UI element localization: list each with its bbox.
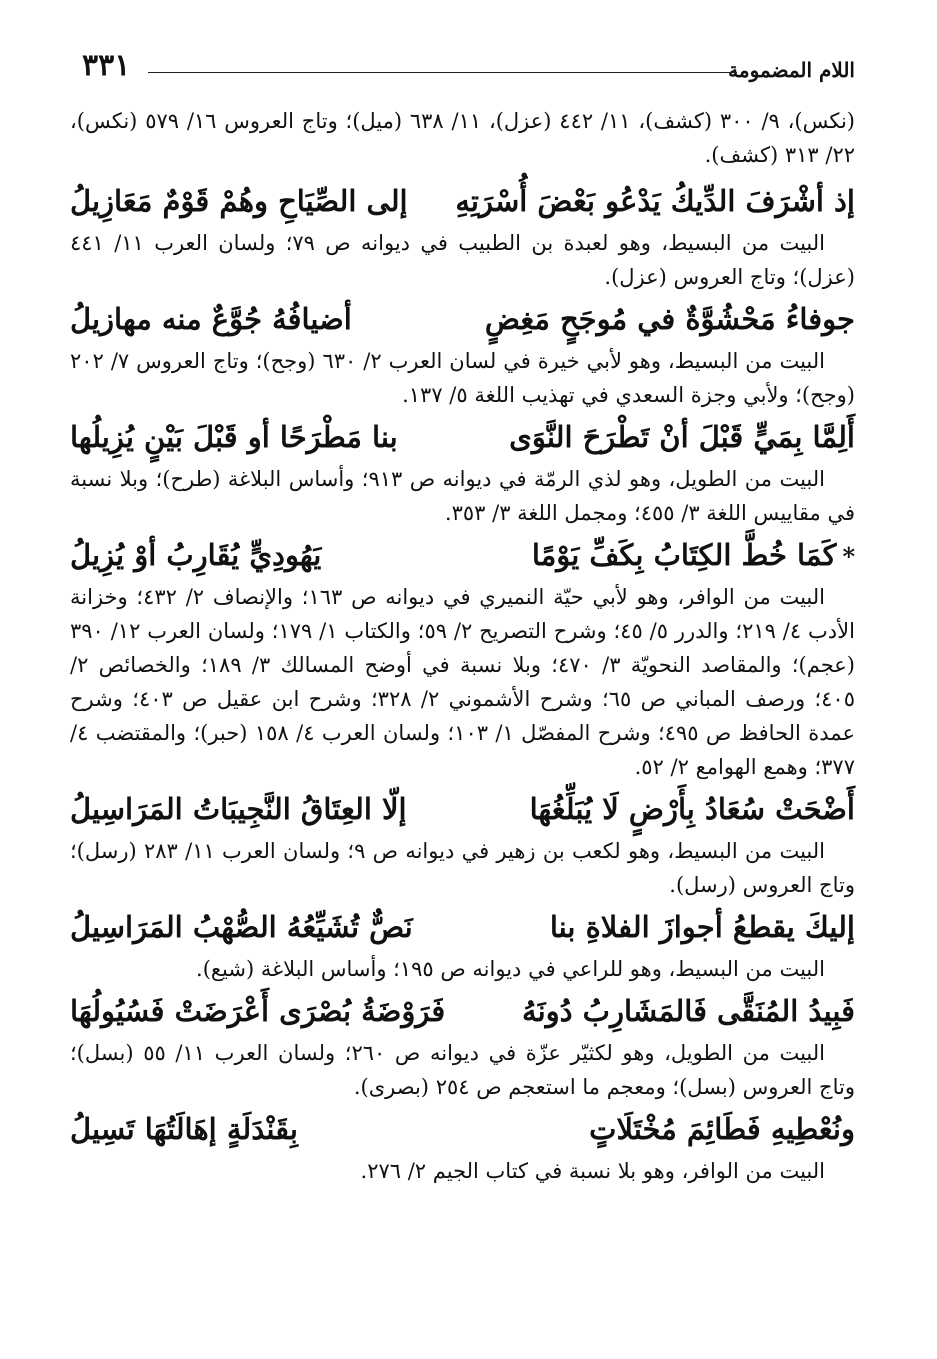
verse-first-hemistich: أَضْحَتْ سُعَادُ بِأَرْضٍ لَا يُبَلِّغُهَا — [529, 792, 855, 826]
verse-commentary: البيت من الطويل، وهو لذي الرمّة في ديوانه ص ٩١٣؛ وأساس البلاغة (طرح)؛ وبلا نسبة في مقاييس اللغة ٣/ ٤٥٥؛ ومجمل اللغة ٣/ ٣٥٣. — [70, 467, 855, 525]
asterisk-marker: * — [842, 542, 855, 571]
verse-line — [70, 784, 855, 834]
verse-first-hemistich: إليكَ يقطعُ أجوازَ الفلاةِ بنا — [549, 910, 855, 944]
continued-references: (نكس)، ٩/ ٣٠٠ (كشف)، ١١/ ٤٤٢ (عزل)، ١١/ ٦٣٨ (ميل)؛ وتاج العروس ١٦/ ٥٧٩ (نكس)، ٢٢/ ٣١٣ (كشف). — [70, 109, 855, 167]
verse-commentary: البيت من الوافر، وهو بلا نسبة في كتاب الجيم ٢/ ٢٧٦. — [360, 1159, 825, 1183]
verse-first-hemistich: فَبِيدُ المُنَقَّى فَالمَشَارِبُ دُونَهُ — [522, 994, 855, 1028]
verse-line — [70, 902, 855, 952]
verse-first-hemistich-text: كَمَا خُطَّ الكِتَابُ بِكَفِّ يَوْمًا — [531, 538, 837, 572]
verse-line — [70, 294, 855, 344]
running-header — [82, 48, 855, 88]
verse-second-hemistich: إلى الصِّيَاحِ وهُمْ قَوْمٌ مَعَازِيلُ — [70, 184, 408, 218]
verse-line — [70, 986, 855, 1036]
verse-commentary: البيت من البسيط، وهو لأبي خيرة في لسان العرب ٢/ ٦٣٠ (وجح)؛ وتاج العروس ٧/ ٢٠٢ (وجح)؛ ولأبي وجزة السعدي في تهذيب اللغة ٥/ ١٣٧. — [70, 349, 855, 407]
verse-second-hemistich: نَصٌّ تُشَيِّعُهُ الصُّهْبُ المَرَاسِيلُ — [70, 910, 413, 944]
verse-line — [70, 176, 855, 226]
verse-first-hemistich: جوفاءُ مَحْشُوَّةٌ في مُوجَحٍ مَغِضٍ — [484, 302, 855, 336]
verse-first-hemistich: إذ أشْرَفَ الدِّيكُ يَدْعُو بَعْضَ أُسْرَتِهِ — [455, 184, 855, 218]
verse-line — [70, 412, 855, 462]
page-body — [70, 104, 855, 1188]
verse-commentary: البيت من البسيط، وهو لكعب بن زهير في ديوانه ص ٩؛ ولسان العرب ١١/ ٢٨٣ (رسل)؛ وتاج العروس (رسل). — [70, 839, 855, 897]
verse-first-hemistich: ونُعْطِيهِ فَطَائِمَ مُخْتَلَاتٍ — [589, 1112, 855, 1146]
verse-second-hemistich: إلّا العِتَاقُ النَّجِيبَاتُ المَرَاسِيلُ — [70, 792, 407, 826]
chapter-title: اللام المضمومة — [728, 58, 855, 82]
verse-line — [70, 1104, 855, 1154]
verse-first-hemistich — [532, 530, 855, 582]
header-rule — [148, 72, 737, 73]
verse-second-hemistich: فَرَوْضَةُ بُصْرَى أَعْرَضَتْ فَسُيُولُهَا — [70, 994, 446, 1028]
verse-second-hemistich: يَهُودِيٍّ يُقَارِبُ أوْ يُزِيلُ — [70, 538, 322, 572]
verse-second-hemistich: بِقَنْدَلَةٍ إهَالَتُهَا تَسِيلُ — [70, 1112, 298, 1146]
page-number: ٣٣١ — [82, 48, 131, 83]
verse-second-hemistich: أضيافُهُ جُوَّعٌ منه مهازيلُ — [70, 302, 352, 336]
verse-commentary: البيت من البسيط، وهو لعبدة بن الطبيب في ديوانه ص ٧٩؛ ولسان العرب ١١/ ٤٤١ (عزل)؛ وتاج العروس (عزل). — [70, 231, 855, 289]
verse-commentary: البيت من الوافر، وهو لأبي حيّة النميري في ديوانه ص ١٦٣؛ والإنصاف ٢/ ٤٣٢؛ وخزانة الأدب ٤/ ٢١٩؛ والدرر ٥/ ٤٥؛ وشرح التصريح ٢/ ٥٩؛ والكتاب ١/ ١٧٩؛ ولسان العرب ١٢/ ٣٩٠ (عجم)؛ والمقاصد النحويّة ٣/ ٤٧٠؛ وبلا نسبة في أوضح المسالك ٣/ ١٨٩؛ والخصائص ٢/ ٤٠٥؛ ورصف المباني ص ٦٥؛ وشرح الأشموني ٢/ ٣٢٨؛ وشرح ابن عقيل ص ٤٠٣؛ وشرح عمدة الحافظ ص ٤٩٥؛ وشرح المفصّل ١/ ١٠٣؛ ولسان العرب ٤/ ١٥٨ (حبر)؛ والمقتضب ٤/ ٣٧٧؛ وهمع الهوامع ٢/ ٥٢. — [70, 585, 855, 779]
verse-second-hemistich: بنا مَطْرَحًا أو قَبْلَ بَيْنٍ يُزِيلُها — [70, 420, 398, 454]
verse-line — [70, 530, 855, 580]
verse-commentary: البيت من البسيط، وهو للراعي في ديوانه ص ١٩٥؛ وأساس البلاغة (شيع). — [196, 957, 825, 981]
verse-commentary: البيت من الطويل، وهو لكثيّر عزّة في ديوانه ص ٢٦٠؛ ولسان العرب ١١/ ٥٥ (بسل)؛ وتاج العروس (بسل)؛ ومعجم ما استعجم ص ٢٥٤ (بصرى). — [70, 1041, 855, 1099]
verse-first-hemistich: أَلِمَّا بِمَيٍّ قَبْلَ أنْ تَطْرَحَ النَّوَى — [509, 420, 855, 454]
